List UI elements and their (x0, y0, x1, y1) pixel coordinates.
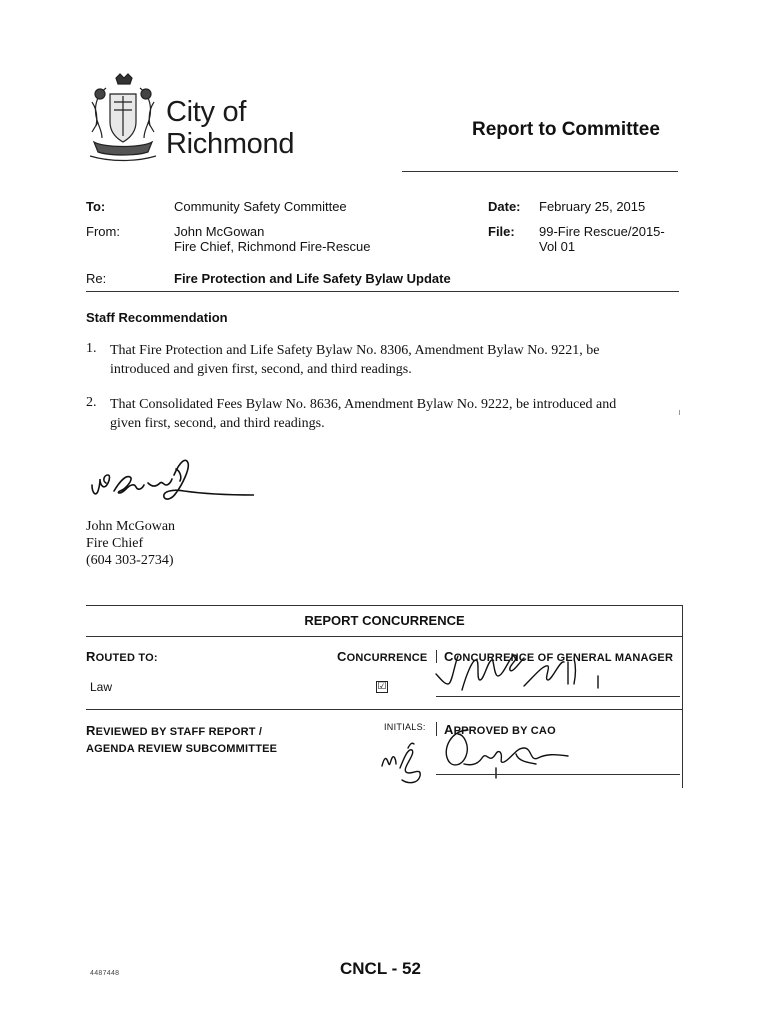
report-title: Report to Committee (472, 119, 660, 140)
recommendation-number: 1. (86, 341, 97, 356)
routed-to-header: ROUTED TO: (86, 649, 158, 664)
date-label: Date: (488, 199, 521, 214)
margin-mark (679, 410, 680, 415)
from-label: From: (86, 224, 120, 239)
recommendation-item (110, 395, 680, 433)
general-manager-header: CONCURRENCE OF GENERAL MANAGER (444, 649, 674, 664)
page-identifier: CNCL - 52 (340, 959, 421, 978)
recommendation-line: given first, second, and third readings. (110, 416, 325, 431)
title-rule (402, 171, 678, 172)
reviewed-by-label (86, 722, 277, 758)
to-value: Community Safety Committee (174, 199, 347, 214)
concurrence-mid-rule (86, 709, 683, 710)
signer-phone: (604 303-2734) (86, 553, 174, 568)
city-name-line2: Richmond (166, 128, 295, 160)
approved-by-cao-label: APPROVED BY CAO (444, 722, 556, 737)
date-value: February 25, 2015 (539, 199, 646, 214)
re-value: Fire Protection and Life Safety Bylaw Update (174, 271, 451, 286)
column-divider (436, 722, 437, 736)
signer-name: John McGowan (86, 519, 176, 534)
general-manager-signature (432, 650, 612, 700)
staff-recommendation-title: Staff Recommendation (86, 310, 228, 325)
routed-department: Law (90, 680, 113, 694)
from-name: John McGowan (174, 224, 265, 239)
recommendation-line: That Consolidated Fees Bylaw No. 8636, Amendment Bylaw No. 9222, be introduced and (110, 397, 617, 412)
signer-title: Fire Chief (86, 536, 144, 551)
report-concurrence-title: REPORT CONCURRENCE (304, 613, 465, 628)
city-name (166, 96, 294, 160)
recommendation-number: 2. (86, 395, 97, 410)
concurrence-column-header: CONCURRENCE (337, 649, 428, 664)
recommendation-item (110, 341, 680, 379)
city-name-line1: City of (166, 96, 247, 128)
file-value (539, 224, 665, 254)
cao-signature (438, 724, 598, 784)
to-label: To: (86, 199, 106, 214)
document-number: 4487448 (90, 970, 120, 977)
signer-block (86, 518, 175, 569)
re-label: Re: (86, 271, 107, 286)
initials-label: INITIALS: (384, 722, 426, 732)
from-title: Fire Chief, Richmond Fire-Rescue (174, 239, 371, 254)
recommendation-line: introduced and given first, second, and third readings. (110, 362, 412, 377)
city-crest-logo (86, 72, 160, 164)
reviewed-by-line1: REVIEWED BY STAFF REPORT / (86, 723, 263, 738)
concurrence-header-rule (86, 636, 683, 637)
file-value-line1: 99-Fire Rescue/2015- (539, 224, 665, 239)
file-value-line2: Vol 01 (539, 239, 576, 254)
concurrence-checkbox[interactable]: ☑ (377, 681, 387, 692)
gm-signature-line (436, 696, 680, 697)
header-rule (86, 291, 679, 292)
recommendation-line: That Fire Protection and Life Safety Bylaw No. 8306, Amendment Bylaw No. 9221, be (110, 343, 600, 358)
file-label: File: (488, 224, 515, 239)
from-value (174, 224, 371, 254)
reviewed-by-line2: AGENDA REVIEW SUBCOMMITTEE (86, 743, 278, 755)
handwritten-signature (90, 455, 254, 521)
reviewer-initials (378, 738, 434, 786)
cao-signature-line (436, 774, 680, 775)
